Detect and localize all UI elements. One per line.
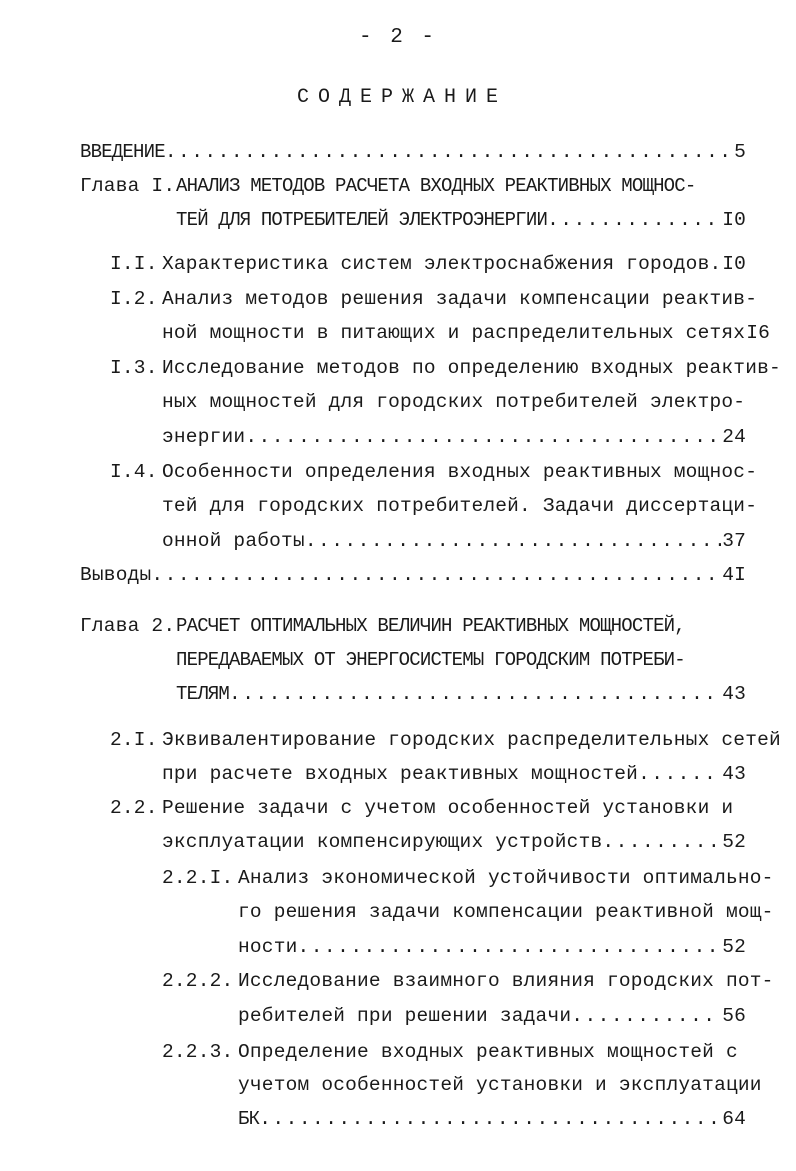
subsection-number: 2.2.I. (162, 867, 234, 889)
dot-leader (571, 1004, 721, 1028)
toc-page-number: 5 (734, 141, 746, 163)
dot-leader (710, 252, 722, 276)
toc-page-number: 4I (722, 564, 746, 586)
toc-entry-title: при расчете входных реактивных мощностей (162, 763, 639, 785)
toc-entry-title: БК (238, 1108, 260, 1130)
section-number: 2.2. (110, 797, 158, 819)
chapter-1-title-line2: ТЕЙ ДЛЯ ПОТРЕБИТЕЛЕЙ ЭЛЕКТРОЭНЕРГИИ (176, 209, 548, 231)
toc-entry-2-2-3 (238, 1107, 746, 1131)
toc-entry-line: Особенности определения входных реактивных мощнос- (162, 461, 758, 483)
toc-entry-2-2-1 (238, 935, 746, 959)
dot-leader (245, 425, 721, 449)
toc-entry-line: Решение задачи с учетом особенностей установки и (162, 797, 734, 819)
chapter-1-title-line1: АНАЛИЗ МЕТОДОВ РАСЧЕТА ВХОДНЫХ РЕАКТИВНЫХ МОЩНОС- (176, 175, 696, 197)
toc-page-number: 52 (722, 831, 746, 853)
toc-entry-line: тей для городских потребителей. Задачи диссертаци- (162, 495, 758, 517)
toc-entry-line: Исследование методов по определению входных реактив- (162, 357, 781, 379)
dot-leader (547, 208, 721, 232)
section-number: I.4. (110, 461, 158, 483)
toc-entry-conclusions (80, 563, 746, 587)
toc-entry-line: го решения задачи компенсации реактивной мощ- (238, 901, 774, 923)
toc-entry-line: ных мощностей для городских потребителей электро- (162, 391, 746, 413)
subsection-number: 2.2.2. (162, 970, 234, 992)
toc-entry-line: учетом особенностей установки и эксплуатации (238, 1074, 762, 1096)
toc-entry-chapter-1 (176, 208, 746, 232)
section-number: I.I. (110, 253, 158, 275)
toc-entry-title: Выводы (80, 564, 152, 586)
toc-entry-title: энергии (162, 426, 246, 448)
page-number: - 2 - (358, 26, 437, 49)
toc-entry-line: Исследование взаимного влияния городских пот- (238, 970, 774, 992)
toc-entry-1-1 (162, 252, 746, 276)
toc-entry-line: Анализ методов решения задачи компенсации реактив- (162, 288, 758, 310)
chapter-1-label: Глава I. (80, 175, 176, 197)
toc-entry-1-4 (162, 529, 746, 553)
subsection-number: 2.2.3. (162, 1041, 234, 1063)
toc-entry-line: Определение входных реактивных мощностей с (238, 1041, 738, 1063)
toc-entry-title: онной работы (162, 530, 305, 552)
toc-page-number: 43 (722, 763, 746, 785)
toc-page-number: 24 (722, 426, 746, 448)
chapter-2-title-line1: РАСЧЕТ ОПТИМАЛЬНЫХ ВЕЛИЧИН РЕАКТИВНЫХ МОЩНОСТЕЙ, (176, 615, 685, 637)
toc-page-number: I6 (746, 322, 771, 344)
chapter-2-label: Глава 2. (80, 615, 176, 637)
toc-entry-title: ной мощности в питающих и распределительных сетях (162, 322, 746, 344)
toc-page-number: I0 (722, 209, 746, 231)
toc-entry-2-2 (162, 830, 746, 854)
dot-leader (298, 935, 722, 959)
toc-page-number: 43 (722, 683, 746, 705)
dot-leader (259, 1107, 721, 1131)
toc-page-number: 64 (722, 1108, 746, 1130)
toc-entry-1-3 (162, 425, 746, 449)
section-number: I.2. (110, 288, 158, 310)
toc-entry-title: ребителей при решении задачи (238, 1005, 572, 1027)
toc-entry-title: Характеристика систем электроснабжения городов (162, 253, 710, 275)
toc-entry-line: Эквивалентирование городских распределительных сетей (162, 729, 781, 751)
toc-entry-line: Анализ экономической устойчивости оптимально- (238, 867, 774, 889)
dot-leader (305, 529, 721, 553)
toc-entry-title: ВВЕДЕНИЕ (80, 141, 165, 163)
toc-entry-2-2-2 (238, 1004, 746, 1028)
chapter-2-title-line2: ПЕРЕДАВАЕМЫХ ОТ ЭНЕРГОСИСТЕМЫ ГОРОДСКИМ ПОТРЕБИ- (176, 649, 685, 671)
page-title: СОДЕРЖАНИЕ (296, 86, 508, 109)
toc-page-number: 37 (722, 530, 746, 552)
toc-page-number: 52 (722, 936, 746, 958)
toc-page-number: I0 (722, 253, 746, 275)
toc-entry-2-1 (162, 762, 746, 786)
section-number: I.3. (110, 357, 158, 379)
dot-leader (229, 682, 721, 706)
toc-page-number: 56 (722, 1005, 746, 1027)
toc-entry-1-2 (162, 321, 771, 345)
section-number: 2.I. (110, 729, 158, 751)
toc-entry-intro (80, 140, 746, 164)
chapter-2-title-line3: ТЕЛЯМ (176, 683, 230, 705)
dot-leader (165, 140, 733, 164)
dot-leader (151, 563, 721, 587)
dot-leader (638, 762, 721, 786)
toc-entry-chapter-2 (176, 682, 746, 706)
dot-leader (602, 830, 721, 854)
toc-entry-title: ности (238, 936, 298, 958)
toc-entry-title: эксплуатации компенсирующих устройств (162, 831, 603, 853)
